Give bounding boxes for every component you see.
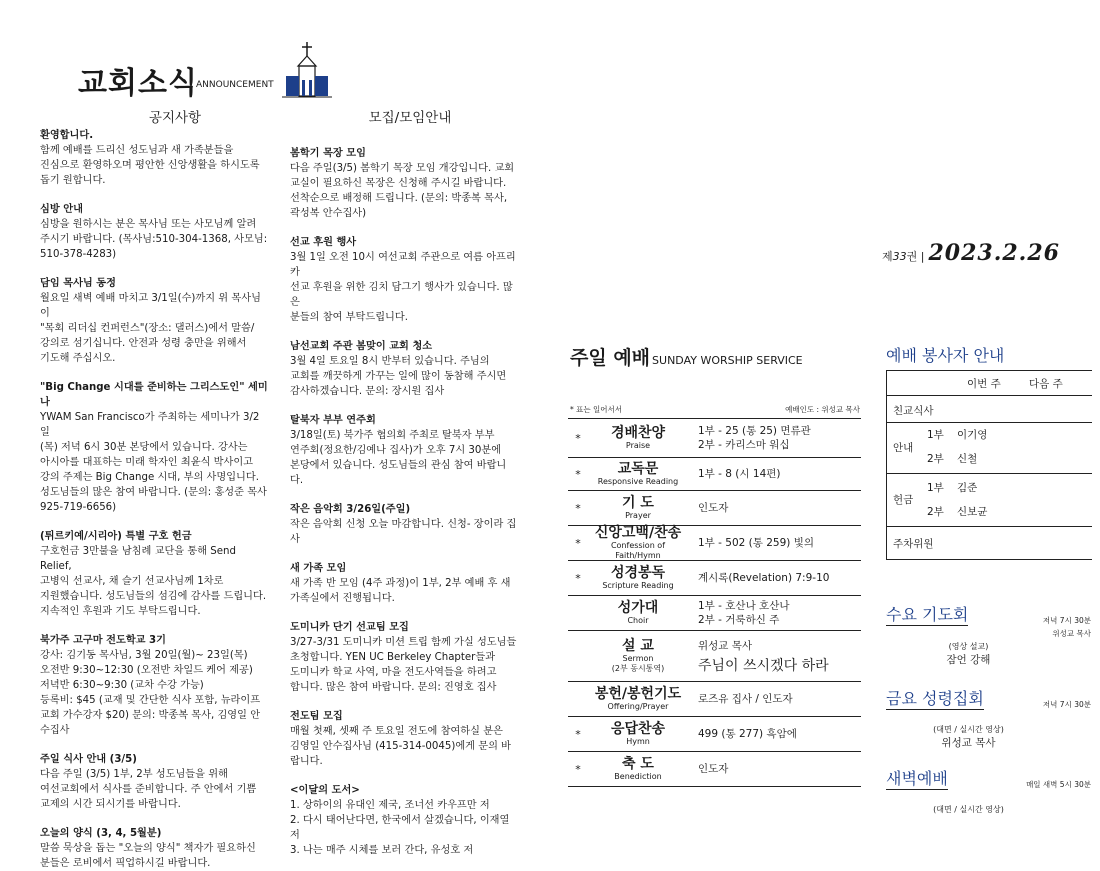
worship-leader: 예배인도 : 위성교 목사 [785, 405, 860, 414]
worship-row [568, 751, 861, 787]
greeting-label: 친교식사 [893, 405, 934, 417]
worship-item-detail [688, 599, 861, 627]
standing-mark: * [575, 571, 581, 585]
worship-item-name [588, 425, 688, 451]
worship-item-ko: 신앙고백/찬송 [594, 525, 682, 541]
notice-body: 작은 음악회 신청 오늘 마감합니다. 신청- 장이라 집사 [290, 519, 517, 545]
usher2-part: 2부 [927, 453, 944, 465]
dawn-mode: (대면 / 실시간 영상) [933, 805, 1004, 814]
worship-detail-text: 1부 - 호산나 호산나 2부 - 거룩하신 주 [698, 600, 790, 626]
worship-row [568, 490, 861, 525]
issue-date: 2023.2.26 [928, 240, 1060, 266]
worship-detail-text: 인도자 [698, 502, 729, 514]
worship-item-name [588, 461, 688, 487]
worship-item-ko: 축 도 [622, 756, 654, 772]
offering-label: 헌금 [893, 494, 914, 506]
notice-body: 3월 1일 오전 10시 여선교회 주관으로 여름 아프리카 선교 후원을 위한 김치 담그기 행사가 있습니다. 많은 분들의 참여 부탁드립니다. [290, 252, 516, 323]
worship-item-detail [688, 762, 861, 776]
notice-body: 강사: 김기동 목사님, 3월 20일(월)~ 23일(목) 오전반 9:30~12:30 (오전반 차일드 케어 제공) 저녁반 6:30~9:30 (교차 수강 가능) 등록비: $45 (교재 및 간단한 식사 포함, 뉴라이프 교회 가수강자 $20) 문의: 박종복 목사, 김영일 안수집사 [40, 650, 261, 736]
notice-body: 새 가족 반 모임 (4주 과정)이 1부, 2부 예배 후 새 가족실에서 진행됩니다. [290, 578, 511, 604]
usher2-name: 신철 [957, 453, 978, 465]
sermon-title: 주님이 쓰시겠다 하라 [698, 658, 829, 674]
standing-mark: * [575, 467, 581, 481]
notice-body: 다음 주일(3/5) 봄학기 목장 모임 개강입니다. 교회 교실이 필요하신 목장은 신청해 주시길 바랍니다. 선착순으로 배정해 드립니다. (문의: 박종복 목사, 곽성복 안수집사) [290, 163, 515, 219]
worship-row [568, 630, 861, 681]
notice-title: 도미니카 단기 선교팀 모집 [290, 622, 409, 633]
notice-body: 3월 4일 토요일 8시 반부터 있습니다. 주님의 교회를 깨끗하게 가꾸는 일에 많이 동참해 주시면 감사하겠습니다. 문의: 장시원 집사 [290, 356, 507, 397]
notice-body: 구호헌금 3만불을 남침례 교단을 통해 Send Relief, 고병익 선교사, 채 슬기 선교사님께 1차로 지원했습니다. 성도님들의 섬김에 감사를 드립니다. 지속적인 후원과 기도 부탁드립니다. [40, 546, 267, 617]
usher-label: 안내 [893, 442, 914, 454]
standing-mark: * [575, 501, 581, 515]
dawn-section [886, 766, 1091, 815]
worship-item-ko: 설 교 [622, 638, 654, 654]
worship-item-name [588, 525, 688, 561]
worship-row [568, 595, 861, 630]
roles-row-offering [887, 473, 1092, 526]
worship-item-en: Prayer [625, 511, 651, 520]
notice-title: 탈북자 부부 연주회 [290, 415, 376, 426]
worship-item-detail [688, 571, 861, 585]
worship-item-en: Offering/Prayer [607, 702, 669, 711]
notice-title: 주일 식사 안내 (3/5) [40, 754, 137, 765]
roles-row-usher [887, 422, 1092, 473]
worship-row [568, 681, 861, 716]
worship-item-name [588, 495, 688, 521]
notice-body: 다음 주일 (3/5) 1부, 2부 성도님들을 위해 여선교회에서 식사를 준비합니다. 주 안에서 기쁨 교제의 시간 되시기를 바랍니다. [40, 769, 257, 810]
friday-mode: (대면 / 실시간 영상) [933, 725, 1004, 734]
worship-item-detail [688, 424, 861, 452]
worship-item-ko: 기 도 [622, 495, 654, 511]
worship-item-en: Confession of Faith/Hymn [610, 541, 666, 560]
worship-item-ko: 교독문 [617, 461, 659, 477]
dawn-time: 매일 새벽 5시 30분 [1026, 780, 1091, 789]
worship-detail-text: 위성교 목사 [698, 640, 753, 652]
worship-item-en: Sermon (2부 동시통역) [611, 654, 665, 673]
notice-title: 작은 음악회 3/26일(주일) [290, 504, 411, 515]
worship-item-detail [688, 727, 861, 741]
worship-item-detail [688, 536, 861, 550]
standing-mark: * [575, 727, 581, 741]
worship-title-ko: 주일 예배 [570, 347, 651, 369]
standing-mark: * [575, 762, 581, 776]
worship-item-en: Praise [625, 441, 651, 450]
notice-title: 선교 후원 행사 [290, 237, 357, 248]
standing-note: * 표는 일어서서 [570, 405, 622, 414]
worship-item-en: Scripture Reading [602, 581, 674, 590]
worship-item-ko: 성경봉독 [610, 565, 666, 581]
notice-body: 1. 상하이의 유대인 제국, 조너선 카우프만 저 2. 다시 태어난다면, 한국에서 살겠습니다, 이재열 저 3. 나는 매주 시체를 보러 간다, 유성호 저 [290, 800, 510, 856]
friday-section [886, 686, 1091, 750]
usher1-part: 1부 [927, 429, 944, 441]
issue-info [882, 240, 1060, 266]
standing-mark: * [575, 536, 581, 550]
worship-item-name [588, 721, 688, 747]
wednesday-leader: 위성교 목사 [1052, 629, 1091, 638]
worship-item-en: Hymn [626, 737, 650, 746]
this-week-label: 이번 주 [967, 378, 1001, 390]
worship-row [568, 525, 861, 560]
worship-item-detail [688, 501, 861, 515]
worship-order-table [568, 418, 861, 787]
service-roles-table [886, 370, 1092, 560]
notice-body: 함께 예배를 드리신 성도님과 새 가족분들을 진심으로 환영하오며 평안한 신앙생활을 하시도록 돕기 원합니다. [40, 145, 260, 186]
worship-item-ko: 봉헌/봉헌기도 [594, 686, 682, 702]
notice-title: 환영합니다. [40, 130, 94, 141]
volume-suffix: 권 | [906, 250, 925, 263]
worship-item-en: Responsive Reading [597, 477, 679, 486]
worship-detail-text: 1부 - 8 (시 14편) [698, 468, 781, 480]
worship-item-ko: 경배찬양 [610, 425, 666, 441]
announcements-heading: 공지사항 [148, 110, 202, 126]
notice-title: 봄학기 목장 모임 [290, 148, 366, 159]
standing-mark: * [575, 431, 581, 445]
offering1-part: 1부 [927, 482, 944, 494]
notice-title: 심방 안내 [40, 204, 83, 215]
notice-title: <이달의 도서> [290, 785, 360, 796]
worship-detail-text: 1부 - 502 (통 259) 빛의 [698, 537, 815, 549]
dawn-title: 새벽예배 [886, 766, 948, 790]
notice-title: 새 가족 모임 [290, 563, 347, 574]
worship-item-en: Benediction [614, 772, 662, 781]
worship-item-name [588, 600, 688, 626]
worship-item-name [588, 686, 688, 712]
roles-row-greeting [887, 395, 1092, 422]
offering2-name: 신보균 [957, 506, 988, 518]
worship-row [568, 560, 861, 595]
wednesday-mode: (영상 설교) [948, 642, 989, 651]
page-title: 교회소식 [78, 66, 198, 101]
notice-title: "Big Change 시대를 준비하는 그리스도인" 세미나 [40, 382, 268, 408]
recruitment-list [290, 146, 518, 858]
worship-row [568, 457, 861, 490]
worship-detail-text: 계시록(Revelation) 7:9-10 [698, 572, 830, 584]
worship-item-ko: 응답찬송 [610, 721, 666, 737]
worship-detail-text: 인도자 [698, 763, 729, 775]
notice-body: 말씀 묵상을 돕는 "오늘의 양식" 책자가 필요하신 분들은 로비에서 픽업하시길 바랍니다. [40, 843, 256, 869]
parking-label: 주차위원 [893, 538, 934, 550]
notice-title: 전도팀 모집 [290, 711, 343, 722]
worship-detail-text: 로즈유 집사 / 인도자 [698, 693, 793, 705]
notice-title: (튀르키예/시리아) 특별 구호 헌금 [40, 531, 192, 542]
worship-title-en: SUNDAY WORSHIP SERVICE [652, 354, 803, 367]
wednesday-title: 수요 기도회 [886, 602, 968, 626]
worship-detail-text: 499 (통 277) 흑암에 [698, 728, 797, 740]
notice-body: 3/27-3/31 도미니카 미션 트립 함께 가실 성도님들 초청합니다. YEN UC Berkeley Chapter들과 도미니카 학교 사역, 마을 전도사역들을 하려고 합니다. 많은 참여 바랍니다. 문의: 진영호 집사 [290, 637, 517, 693]
service-roles-title: 예배 봉사자 안내 [886, 346, 1005, 365]
offering2-part: 2부 [927, 506, 944, 518]
worship-item-name [588, 756, 688, 782]
notice-body: 3/18일(토) 북가주 협의회 주최로 탈북자 부부 연주회(정요한/김예나 집사)가 오후 7시 30분에 본당에서 있습니다. 성도님들의 관심 참여 바랍니다. [290, 430, 507, 486]
volume-prefix: 제 [882, 250, 893, 263]
wednesday-sermon: 잠언 강해 [946, 654, 991, 666]
notice-body: 심방을 원하시는 분은 목사님 또는 사모님께 알려 주시기 바랍니다. (목사님:510-304-1368, 사모님: 510-378-4283) [40, 219, 268, 260]
offering1-name: 김준 [957, 482, 978, 494]
next-week-label: 다음 주 [1029, 378, 1063, 390]
recruitment-heading: 모집/모임안내 [368, 110, 452, 126]
worship-item-name [588, 565, 688, 591]
church-icon [282, 42, 332, 98]
worship-row [568, 418, 861, 457]
announcements-list [40, 128, 268, 871]
roles-row-parking [887, 526, 1092, 559]
notice-title: 남선교회 주관 봄맞이 교회 청소 [290, 341, 433, 352]
notice-body: 월요일 새벽 예배 마치고 3/1일(수)까지 위 목사님이 "목회 리더십 컨퍼런스"(장소: 댈러스)에서 말씀/ 강의로 섬기십니다. 안전과 성령 충만을 위해서 기도해 주십시오. [40, 293, 261, 364]
notice-title: 오늘의 양식 (3, 4, 5월분) [40, 828, 162, 839]
friday-time: 저녁 7시 30분 [1042, 700, 1091, 709]
notice-body: YWAM San Francisco가 주최하는 세미나가 3/2일 (목) 저녁 6시 30분 본당에서 있습니다. 강사는 아시아를 대표하는 미래 학자인 최윤식 박사이고 강의 주제는 Big Change 시대, 부의 사명입니다. 성도님들의 많은 참여 바랍니다. (문의: 홍성준 목사 925-719-6656) [40, 412, 267, 513]
volume-number: 33 [892, 250, 907, 263]
notice-title: 북가주 고구마 전도학교 3기 [40, 635, 166, 646]
worship-item-detail [688, 639, 861, 673]
page-subtitle: ANNOUNCEMENT [196, 80, 274, 90]
worship-item-name [588, 638, 688, 674]
worship-item-detail [688, 467, 861, 481]
wednesday-time: 저녁 7시 30분 [1042, 616, 1091, 625]
notice-body: 매월 첫째, 셋째 주 토요일 전도에 참여하실 분은 김영일 안수집사님 (415-314-0045)에게 문의 바랍니다. [290, 726, 512, 767]
friday-title: 금요 성령집회 [886, 686, 984, 710]
worship-row [568, 716, 861, 751]
worship-detail-text: 1부 - 25 (통 25) 면류관 2부 - 카리스마 워십 [698, 425, 811, 451]
worship-item-ko: 성가대 [617, 600, 659, 616]
roles-header-row [887, 371, 1092, 395]
worship-title [570, 343, 803, 370]
wednesday-section [886, 602, 1091, 667]
usher1-name: 이기영 [957, 429, 988, 441]
notice-title: 담임 목사님 동정 [40, 278, 116, 289]
worship-meta [570, 404, 860, 415]
worship-item-en: Choir [627, 616, 649, 625]
worship-item-detail [688, 692, 861, 706]
friday-leader: 위성교 목사 [941, 737, 996, 749]
